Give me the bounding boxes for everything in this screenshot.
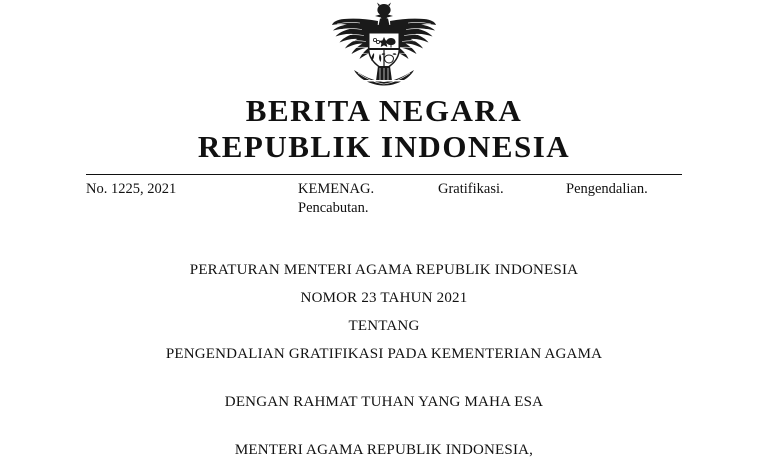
meta-row bbox=[86, 175, 682, 222]
masthead-line-2: REPUBLIK INDONESIA bbox=[197, 129, 571, 164]
meta-tag-ministry: KEMENAG. bbox=[298, 181, 375, 197]
title-block bbox=[0, 256, 768, 464]
meta-tag-pengendalian: Pengendalian. bbox=[566, 181, 648, 197]
masthead bbox=[0, 94, 768, 164]
meta-tag-pencabutan: Pencabutan. bbox=[298, 200, 369, 216]
masthead-line-1: BERITA NEGARA bbox=[245, 93, 523, 128]
issuer-line: MENTERI AGAMA REPUBLIK INDONESIA, bbox=[234, 442, 534, 458]
garuda-pancasila-emblem bbox=[332, 2, 436, 92]
invocation-line: DENGAN RAHMAT TUHAN YANG MAHA ESA bbox=[224, 394, 544, 410]
emblem-container bbox=[0, 0, 768, 94]
regulation-about-label: TENTANG bbox=[348, 318, 420, 334]
gazette-number: No. 1225, 2021 bbox=[86, 181, 177, 197]
regulation-subject: PENGENDALIAN GRATIFIKASI PADA KEMENTERIAN AGAMA bbox=[165, 346, 603, 362]
meta-tag-gratifikasi: Gratifikasi. bbox=[438, 181, 504, 197]
regulation-title: PERATURAN MENTERI AGAMA REPUBLIK INDONESIA bbox=[189, 262, 579, 278]
regulation-number: NOMOR 23 TAHUN 2021 bbox=[300, 290, 468, 306]
